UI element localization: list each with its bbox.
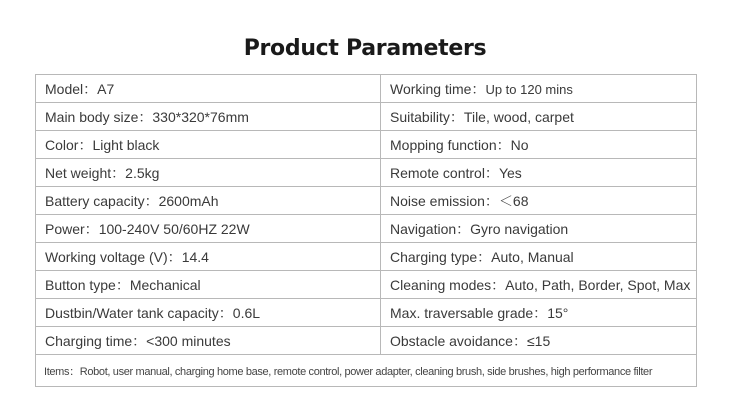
param-cell bbox=[381, 131, 697, 159]
table-row bbox=[36, 271, 697, 299]
param-label: Power： bbox=[45, 220, 99, 237]
param-cell bbox=[381, 327, 697, 355]
table-row bbox=[36, 243, 697, 271]
param-cell bbox=[381, 75, 697, 103]
param-cell bbox=[36, 243, 381, 271]
param-label: Battery capacity： bbox=[45, 192, 159, 209]
param-label: Charging time： bbox=[45, 332, 147, 349]
param-cell bbox=[36, 159, 381, 187]
table-row bbox=[36, 187, 697, 215]
param-value: Gyro navigation bbox=[470, 220, 569, 237]
param-label: Dustbin/Water tank capacity： bbox=[45, 304, 233, 321]
param-value: 330*320*76mm bbox=[152, 108, 249, 125]
table-row bbox=[36, 131, 697, 159]
param-cell bbox=[381, 187, 697, 215]
param-value: 100-240V 50/60HZ 22W bbox=[98, 220, 250, 237]
param-label: Max. traversable grade： bbox=[390, 304, 548, 321]
param-label: Obstacle avoidance： bbox=[390, 332, 527, 349]
param-label: Color： bbox=[45, 136, 93, 153]
param-cell bbox=[36, 75, 381, 103]
param-label: Net weight： bbox=[45, 164, 126, 181]
param-label: Working time： bbox=[390, 80, 486, 97]
param-value: Yes bbox=[498, 164, 522, 181]
param-label: Working voltage (V)： bbox=[45, 248, 182, 265]
param-cell bbox=[36, 327, 381, 355]
param-label: Mopping function： bbox=[390, 136, 511, 153]
param-label: Model： bbox=[45, 80, 98, 97]
param-value: <300 minutes bbox=[146, 332, 231, 349]
param-value: ≤15 bbox=[526, 332, 551, 349]
param-label: Suitability： bbox=[390, 108, 464, 125]
param-value: 2600mAh bbox=[158, 192, 219, 209]
param-label: Charging type： bbox=[390, 248, 492, 265]
table-row bbox=[36, 327, 697, 355]
param-label: Button type： bbox=[45, 276, 130, 293]
param-value: 14.4 bbox=[181, 248, 209, 265]
param-label: Cleaning modes： bbox=[390, 276, 506, 293]
table-row bbox=[36, 103, 697, 131]
param-cell bbox=[381, 299, 697, 327]
param-label: Navigation： bbox=[390, 220, 471, 237]
param-value: 15° bbox=[547, 304, 569, 321]
param-cell bbox=[381, 271, 697, 299]
page-title: Product Parameters bbox=[243, 36, 487, 61]
param-value: ＜68 bbox=[498, 192, 529, 209]
table-row bbox=[36, 299, 697, 327]
param-cell bbox=[36, 187, 381, 215]
table-row bbox=[36, 75, 697, 103]
param-label: Remote control： bbox=[390, 164, 499, 181]
param-value: Up to 120 mins bbox=[485, 81, 573, 97]
items-row bbox=[36, 355, 697, 387]
parameters-table bbox=[35, 74, 697, 387]
param-value: Tile, wood, carpet bbox=[463, 108, 574, 125]
param-value: Mechanical bbox=[129, 276, 201, 293]
param-cell bbox=[36, 271, 381, 299]
items-value: Robot, user manual, charging home base, remote control, power adapter, cleaning brush, side brushes, high performance filter bbox=[79, 365, 653, 378]
param-label: Noise emission： bbox=[390, 192, 499, 209]
param-cell bbox=[381, 159, 697, 187]
param-cell bbox=[381, 243, 697, 271]
table-row bbox=[36, 159, 697, 187]
param-value: A7 bbox=[97, 80, 115, 97]
param-cell bbox=[381, 103, 697, 131]
param-cell bbox=[36, 103, 381, 131]
param-label: Main body size： bbox=[45, 108, 153, 125]
param-cell bbox=[381, 215, 697, 243]
param-cell bbox=[36, 131, 381, 159]
param-cell bbox=[36, 299, 381, 327]
param-value: Auto, Path, Border, Spot, Max bbox=[505, 276, 691, 293]
param-value: 2.5kg bbox=[125, 164, 160, 181]
items-cell bbox=[36, 355, 697, 387]
param-value: No bbox=[510, 136, 529, 153]
table-row bbox=[36, 215, 697, 243]
param-cell bbox=[36, 215, 381, 243]
param-value: Light black bbox=[92, 136, 160, 153]
items-label: Items： bbox=[44, 365, 80, 378]
param-value: 0.6L bbox=[232, 304, 261, 321]
param-value: Auto, Manual bbox=[491, 248, 574, 265]
